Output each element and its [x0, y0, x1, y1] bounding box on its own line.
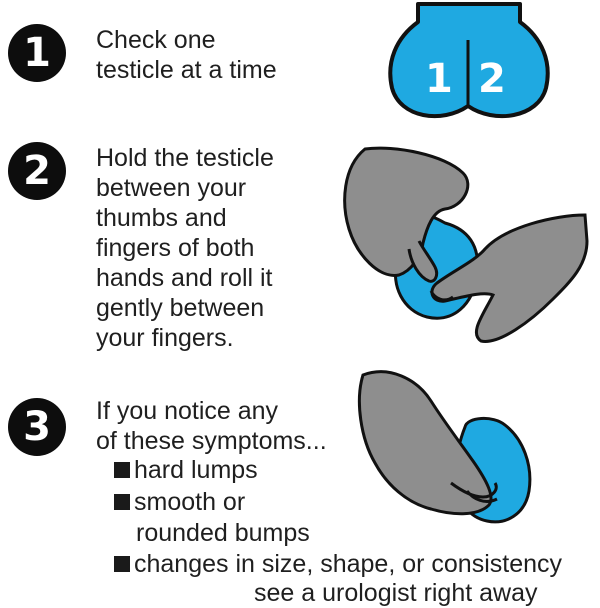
diagram-label-left: 1 [425, 56, 453, 102]
step-3-text: If you notice any of these symptoms... [96, 397, 327, 455]
symptom-item: changes in size, shape, or consistency [134, 550, 563, 578]
footer-advice: see a urologist right away [254, 579, 538, 607]
symptom-item-continued: rounded bumps [136, 519, 310, 547]
step-3-number: 3 [8, 398, 66, 456]
hand-checking-icon [355, 365, 555, 540]
hands-rolling-icon [335, 145, 590, 350]
bullet-square-icon [114, 462, 130, 478]
testicles-diagram-icon [380, 0, 560, 130]
bullet-square-icon [114, 494, 130, 510]
symptom-item: smooth or [134, 488, 246, 516]
bullet-square-icon [114, 556, 130, 572]
step-1-text: Check one testicle at a time [96, 26, 277, 84]
diagram-label-right: 2 [478, 56, 506, 102]
step-2-text: Hold the testicle between your thumbs and fingers of both hands and roll it gently between your fingers. [96, 144, 274, 352]
step-1-number: 1 [8, 24, 66, 82]
symptom-item: hard lumps [134, 456, 258, 484]
step-2-number: 2 [8, 142, 66, 200]
